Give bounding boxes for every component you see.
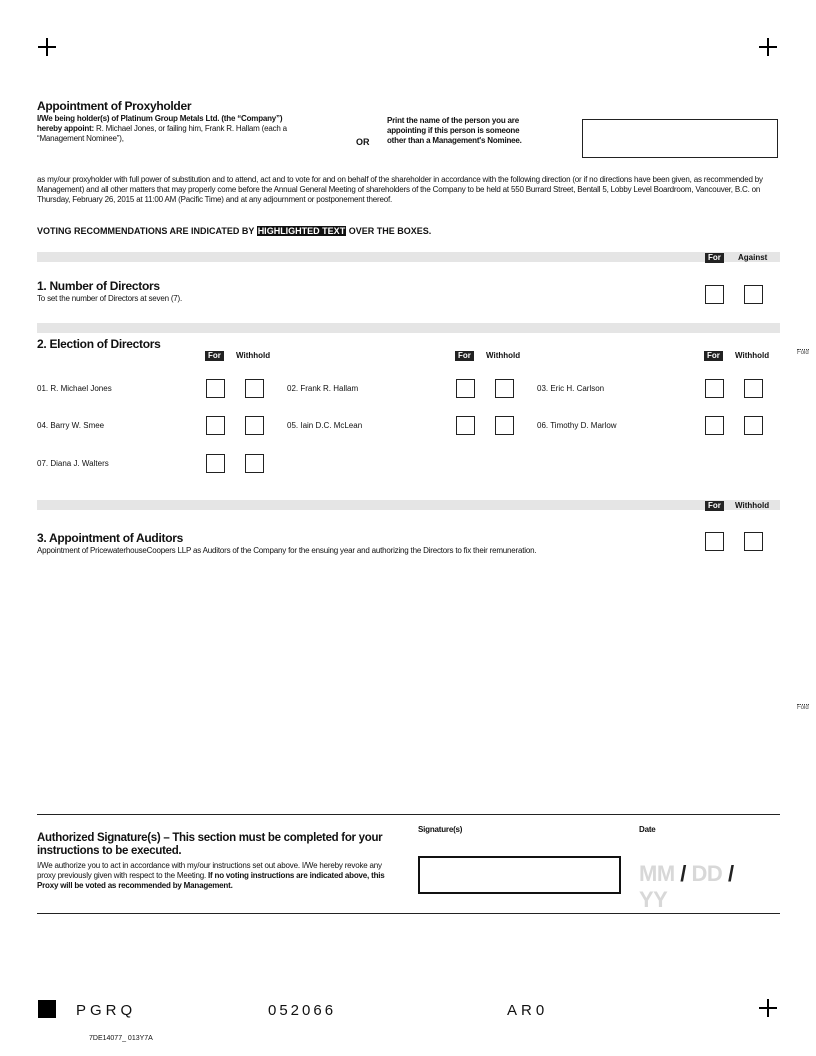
- proxy-paragraph: as my/our proxyholder with full power of substitution and to attend, act and to vote for and on behalf of the shareholder in accordance with the following direction (or if no directions have been given, as recommended by Management) and all other matters that may properly come before the Annual General Meeting of shareholders of the Company to be held at 550 Burrard Street, Bentall 5, Lobby Level Boardroom, Vancouver, B.C. on Thursday, February 26, 2015 at 11:00 AM (Pacific Time) and at any adjournment or postponement thereof.: [37, 175, 763, 204]
- intro-line: “Management Nominee”),: [37, 134, 124, 143]
- registration-square: [38, 1000, 56, 1018]
- rec-text: VOTING RECOMMENDATIONS ARE INDICATED BY: [37, 226, 257, 236]
- registration-mark-icon: [759, 38, 777, 56]
- footer-code: AR0: [507, 1002, 549, 1019]
- signature-input[interactable]: [418, 856, 621, 894]
- appoint-text: [37, 114, 337, 144]
- section-title: Appointment of Proxyholder: [37, 99, 192, 113]
- section-bar: [37, 252, 780, 262]
- form-id: 7DE14077_ 013Y7A: [89, 1035, 153, 1042]
- for-checkbox[interactable]: [206, 454, 225, 473]
- withhold-checkbox[interactable]: [495, 379, 514, 398]
- for-checkbox[interactable]: [705, 285, 724, 304]
- for-checkbox[interactable]: [206, 416, 225, 435]
- date-slash: /: [680, 861, 686, 886]
- for-highlight-label: For: [455, 351, 474, 361]
- signature-label: Signature(s): [418, 825, 463, 834]
- sig-text-bold: If no voting instructions are indicated above, this Proxy will be voted as recommended by Management.: [37, 871, 385, 890]
- date-yy: YY: [639, 887, 668, 912]
- date-input[interactable]: [639, 861, 760, 914]
- withhold-label: Withhold: [486, 351, 521, 360]
- withhold-checkbox[interactable]: [744, 532, 763, 551]
- section-bar: [37, 323, 780, 333]
- for-checkbox[interactable]: [456, 416, 475, 435]
- for-highlight-label: For: [705, 501, 724, 511]
- director-name: 04. Barry W. Smee: [37, 421, 105, 430]
- withhold-checkbox[interactable]: [495, 416, 514, 435]
- sig-text: I/We authorize you to act in accordance with my/our instructions set out above. I/We hereby revoke any proxy previously given with respect to the Meeting.: [37, 861, 382, 880]
- instr-line: other than a Management's Nominee.: [387, 136, 522, 145]
- for-checkbox[interactable]: [705, 416, 724, 435]
- date-label: Date: [639, 825, 656, 834]
- for-highlight-label: For: [705, 253, 724, 263]
- against-label: Against: [738, 253, 768, 262]
- fold-mark: Fold: [797, 350, 809, 356]
- item-title: 1. Number of Directors: [37, 279, 160, 293]
- withhold-checkbox[interactable]: [245, 379, 264, 398]
- rec-text: OVER THE BOXES.: [346, 226, 432, 236]
- fold-mark: Fold: [797, 705, 809, 711]
- for-checkbox[interactable]: [206, 379, 225, 398]
- for-highlight-label: For: [205, 351, 224, 361]
- registration-mark-icon: [38, 38, 56, 56]
- director-name: 06. Timothy D. Marlow: [537, 421, 617, 430]
- date-slash: /: [727, 861, 734, 886]
- director-name: 07. Diana J. Walters: [37, 459, 109, 468]
- date-mm: MM: [639, 861, 675, 886]
- instr-line: appointing if this person is someone: [387, 126, 520, 135]
- highlighted-text: HIGHLIGHTED TEXT: [257, 226, 346, 236]
- registration-mark-icon: [759, 999, 777, 1017]
- withhold-label: Withhold: [735, 501, 770, 510]
- withhold-label: Withhold: [236, 351, 271, 360]
- item-desc: To set the number of Directors at seven (7).: [37, 294, 183, 303]
- or-label: OR: [356, 137, 370, 147]
- for-checkbox[interactable]: [705, 379, 724, 398]
- footer-code: PGRQ: [76, 1002, 137, 1019]
- director-name: 02. Frank R. Hallam: [287, 384, 359, 393]
- for-checkbox[interactable]: [456, 379, 475, 398]
- voting-recommendation-note: [37, 226, 431, 236]
- item-desc: Appointment of PricewaterhouseCoopers LLP as Auditors of the Company for the ensuing year and authorizing the Directors to fix their remuneration.: [37, 546, 537, 555]
- for-checkbox[interactable]: [705, 532, 724, 551]
- proxyholder-name-input[interactable]: [582, 119, 778, 158]
- withhold-checkbox[interactable]: [744, 379, 763, 398]
- withhold-checkbox[interactable]: [744, 416, 763, 435]
- withhold-checkbox[interactable]: [245, 454, 264, 473]
- intro-bold: hereby appoint:: [37, 124, 95, 133]
- footer-code: 052066: [268, 1002, 337, 1019]
- signature-title: Authorized Signature(s) – This section must be completed for your instructions to be executed.: [37, 832, 383, 857]
- instr-line: Print the name of the person you are: [387, 116, 519, 125]
- divider: [37, 814, 780, 815]
- section-bar: [37, 500, 780, 510]
- director-name: 03. Eric H. Carlson: [537, 384, 605, 393]
- intro-line: I/We being holder(s) of Platinum Group Metals Ltd. (the “Company”): [37, 114, 283, 123]
- item-title: 2. Election of Directors: [37, 337, 161, 351]
- for-highlight-label: For: [704, 351, 723, 361]
- director-name: 01. R. Michael Jones: [37, 384, 112, 393]
- intro-rest: R. Michael Jones, or failing him, Frank R. Hallam (each a: [94, 124, 287, 133]
- date-dd: DD: [691, 861, 723, 886]
- withhold-label: Withhold: [735, 351, 770, 360]
- signature-text: [37, 861, 399, 891]
- intro-line: [37, 124, 337, 134]
- item-title: 3. Appointment of Auditors: [37, 531, 183, 545]
- withhold-checkbox[interactable]: [245, 416, 264, 435]
- against-checkbox[interactable]: [744, 285, 763, 304]
- print-name-instructions: [387, 116, 522, 146]
- director-name: 05. Iain D.C. McLean: [287, 421, 363, 430]
